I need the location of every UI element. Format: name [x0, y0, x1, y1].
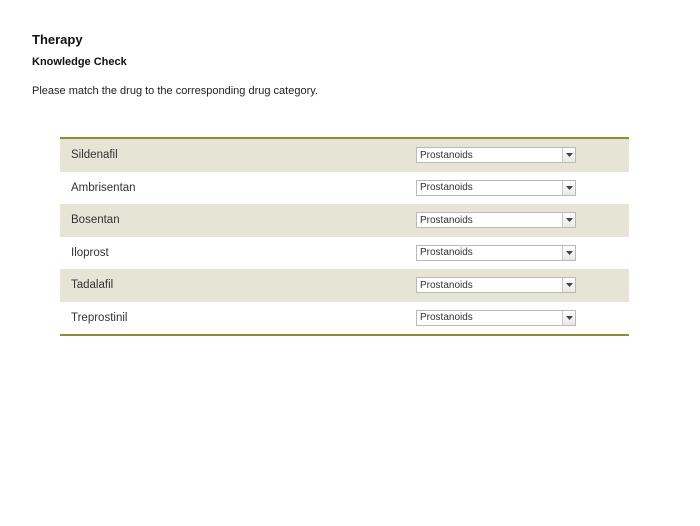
dropdown-selected-value: Prostanoids	[420, 312, 473, 324]
chevron-down-icon	[566, 218, 573, 222]
drug-name-label: Tadalafil	[71, 279, 114, 292]
drug-category-dropdown[interactable]	[416, 277, 576, 293]
table-row	[60, 237, 629, 270]
table-row	[60, 172, 629, 205]
matching-table	[60, 137, 629, 336]
table-row	[60, 302, 629, 335]
drug-category-dropdown[interactable]	[416, 212, 576, 228]
drug-name-label: Sildenafil	[71, 149, 118, 162]
dropdown-arrow-button[interactable]	[562, 181, 575, 195]
table-row	[60, 139, 629, 172]
chevron-down-icon	[566, 186, 573, 190]
chevron-down-icon	[566, 153, 573, 157]
dropdown-arrow-button[interactable]	[562, 246, 575, 260]
chevron-down-icon	[566, 316, 573, 320]
drug-name-label: Iloprost	[71, 246, 109, 259]
dropdown-selected-value: Prostanoids	[420, 182, 473, 194]
drug-category-dropdown[interactable]	[416, 245, 576, 261]
table-row	[60, 204, 629, 237]
drug-name-label: Treprostinil	[71, 311, 128, 324]
dropdown-arrow-button[interactable]	[562, 148, 575, 162]
page-title: Therapy	[32, 32, 83, 47]
table-row	[60, 269, 629, 302]
dropdown-arrow-button[interactable]	[562, 278, 575, 292]
drug-name-label: Bosentan	[71, 214, 120, 227]
drug-category-dropdown[interactable]	[416, 147, 576, 163]
instructions-text: Please match the drug to the corresponding drug category.	[32, 85, 318, 97]
section-title: Knowledge Check	[32, 56, 127, 68]
chevron-down-icon	[566, 283, 573, 287]
dropdown-selected-value: Prostanoids	[420, 247, 473, 259]
dropdown-selected-value: Prostanoids	[420, 214, 473, 226]
drug-category-dropdown[interactable]	[416, 180, 576, 196]
dropdown-selected-value: Prostanoids	[420, 149, 473, 161]
dropdown-arrow-button[interactable]	[562, 311, 575, 325]
dropdown-selected-value: Prostanoids	[420, 279, 473, 291]
chevron-down-icon	[566, 251, 573, 255]
drug-category-dropdown[interactable]	[416, 310, 576, 326]
dropdown-arrow-button[interactable]	[562, 213, 575, 227]
drug-name-label: Ambrisentan	[71, 181, 136, 194]
